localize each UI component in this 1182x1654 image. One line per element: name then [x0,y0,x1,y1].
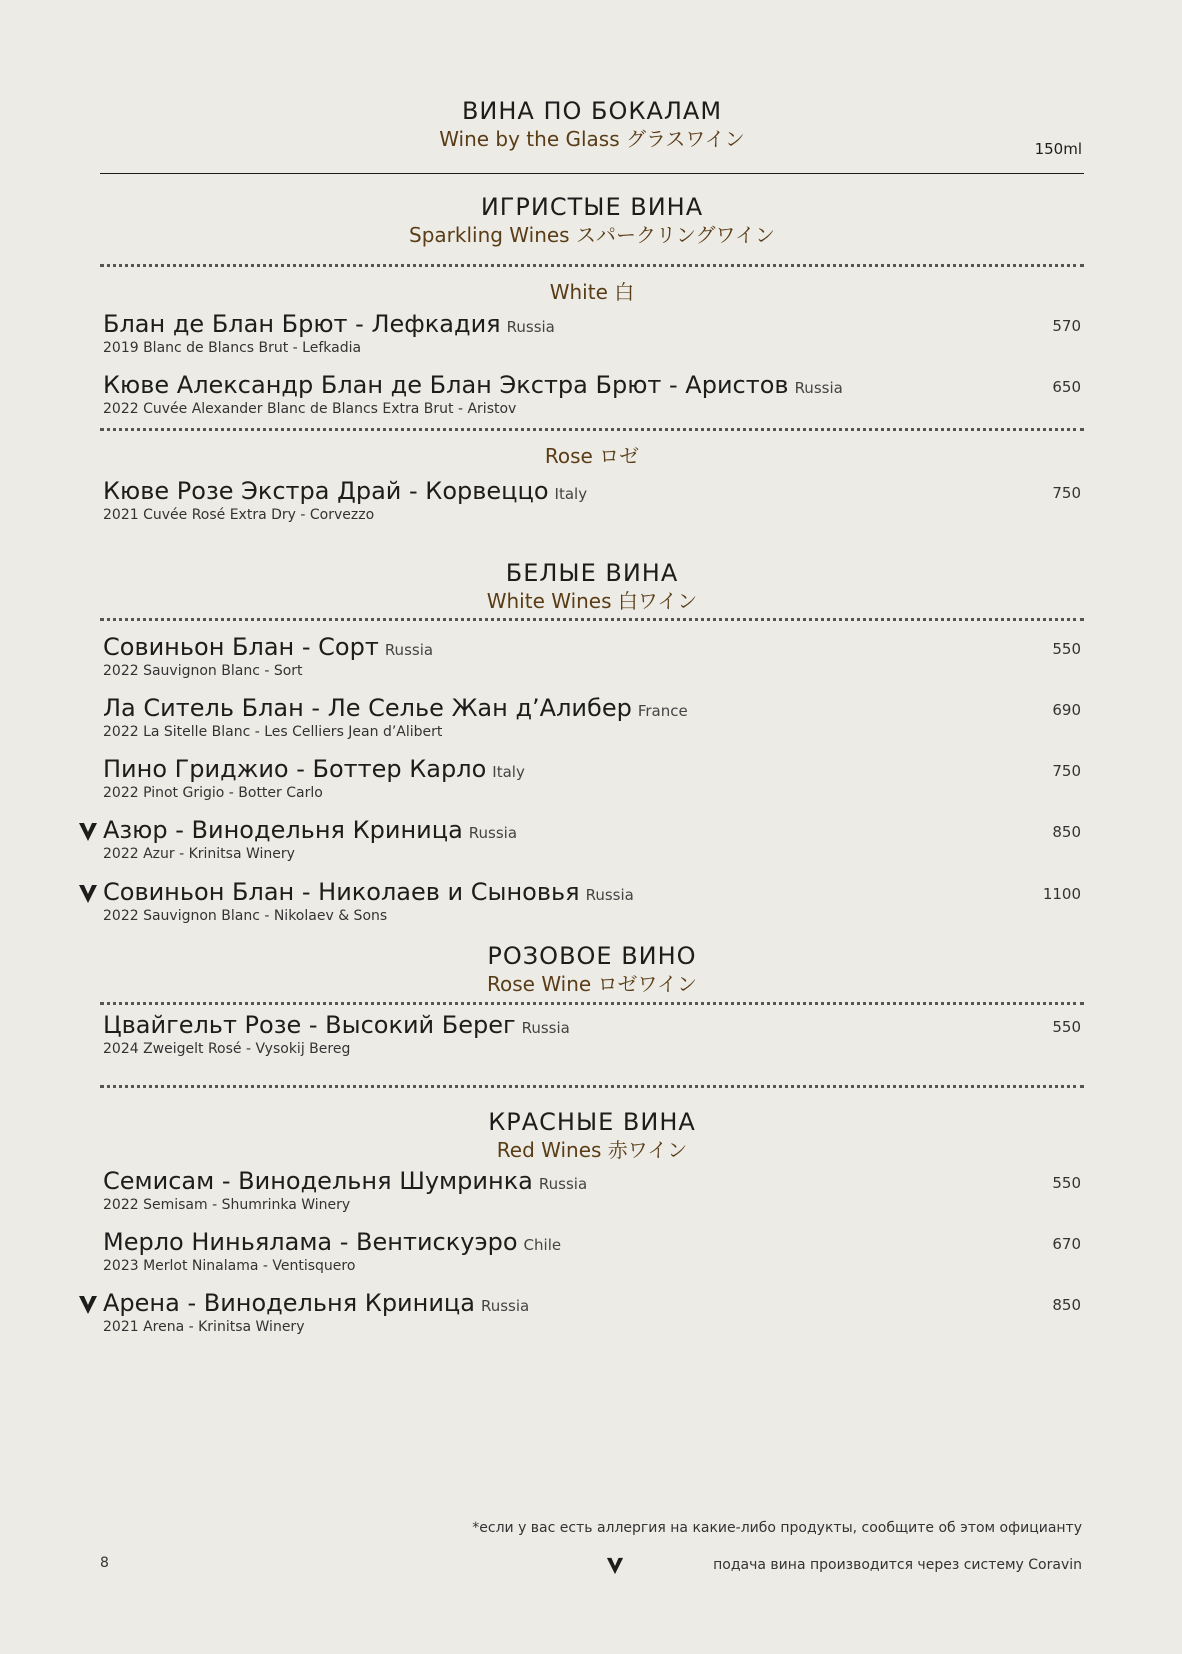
wine-vintage: 2022 Azur - Krinitsa Winery [103,846,295,862]
wine-vintage: 2021 Arena - Krinitsa Winery [103,1319,305,1335]
wine-name-line [103,815,517,848]
dotted-divider [100,264,1084,267]
wine-name-line [103,1010,570,1043]
section-red-header [100,1107,1084,1163]
wine-item [100,309,1084,359]
wine-country: Russia [468,824,518,842]
wine-country: Russia [384,641,434,659]
wine-name-line [103,1166,587,1199]
wine-vintage: 2024 Zweigelt Rosé - Vysokij Bereg [103,1041,351,1057]
wine-price: 570 [1052,317,1081,335]
dotted-divider [100,1002,1084,1005]
wine-name-line [103,1288,529,1321]
wine-price: 670 [1052,1235,1081,1253]
wine-price: 690 [1052,701,1081,719]
wine-name: Азюр - Винодельня Криница [103,816,463,844]
wine-name: Семисам - Винодельня Шумринка [103,1167,533,1195]
wine-vintage: 2021 Cuvée Rosé Extra Dry - Corvezzo [103,507,375,523]
coravin-v-icon [78,883,98,905]
section-rose-header [100,941,1084,997]
page-header [100,96,1084,152]
wine-name: Совиньон Блан - Сорт [103,633,379,661]
wine-country: Chile [523,1236,562,1254]
wine-item [100,476,1084,526]
page-subtitle: Wine by the Glass グラスワイン [439,127,745,151]
page-number: 8 [100,1555,109,1571]
wine-name: Мерло Ниньялама - Вентискуэро [103,1228,518,1256]
wine-price: 750 [1052,762,1081,780]
wine-name-line [103,877,634,910]
section-title: БЕЛЫЕ ВИНА [505,559,679,587]
wine-name: Совиньон Блан - Николаев и Сыновья [103,878,580,906]
section-title: РОЗОВОЕ ВИНО [487,942,697,970]
wine-country: Russia [521,1019,570,1037]
volume-label: 150ml [1034,140,1082,158]
wine-vintage: 2022 Sauvignon Blanc - Sort [103,663,303,679]
wine-name: Арена - Винодельня Криница [103,1289,475,1317]
wine-item [100,370,1084,420]
wine-name: Блан де Блан Брют - Лефкадия [103,310,501,338]
wine-name-line [103,309,555,342]
wine-vintage: 2022 Semisam - Shumrinka Winery [103,1197,351,1213]
wine-name: Пино Гриджио - Боттер Карло [103,755,487,783]
wine-item [100,632,1084,682]
wine-vintage: 2023 Merlot Ninalama - Ventisquero [103,1258,356,1274]
wine-price: 650 [1052,378,1081,396]
coravin-v-icon [78,821,98,843]
section-title: ИГРИСТЫЕ ВИНА [480,193,704,221]
wine-country: Russia [538,1175,588,1193]
wine-vintage: 2019 Blanc de Blancs Brut - Lefkadia [103,340,362,356]
wine-vintage: 2022 Cuvée Alexander Blanc de Blancs Extra Brut - Aristov [103,401,517,417]
wine-country: France [637,702,688,720]
coravin-note: подача вина производится через систему Coravin [713,1557,1082,1573]
wine-name: Кюве Розе Экстра Драй - Корвеццо [103,477,549,505]
wine-name-line [103,632,433,665]
wine-item [100,1227,1084,1277]
wine-item [100,815,1084,865]
wine-item [100,754,1084,804]
allergy-note: *если у вас есть аллергия на какие-либо продукты, сообщите об этом официанту [472,1520,1082,1536]
wine-item [100,1288,1084,1338]
wine-country: Russia [794,379,843,397]
wine-country: Russia [585,886,634,904]
wine-item [100,1010,1084,1060]
wine-vintage: 2022 La Sitelle Blanc - Les Celliers Jean d’Alibert [103,724,443,740]
wine-name-line [103,370,843,403]
wine-price: 550 [1052,1018,1081,1036]
dotted-divider [100,1085,1084,1088]
section-title: КРАСНЫЕ ВИНА [488,1108,696,1136]
wine-name: Кюве Александр Блан де Блан Экстра Брют - Аристов [103,371,789,399]
wine-price: 550 [1052,640,1081,658]
wine-price: 750 [1052,484,1081,502]
wine-name-line [103,476,587,509]
dotted-divider [100,618,1084,621]
section-white-header [100,558,1084,614]
wine-country: Italy [492,763,525,781]
section-subtitle: Sparkling Wines スパークリングワイン [409,223,775,247]
section-subtitle: White Wines 白ワイン [486,589,698,613]
coravin-v-icon [78,1294,98,1316]
section-sparkling-header [100,192,1084,248]
page-title: ВИНА ПО БОКАЛАМ [461,97,723,125]
wine-vintage: 2022 Sauvignon Blanc - Nikolaev & Sons [103,908,388,924]
wine-country: Russia [480,1297,530,1315]
wine-price: 850 [1052,823,1081,841]
coravin-v-icon [606,1556,624,1576]
wine-item [100,877,1084,927]
wine-vintage: 2022 Pinot Grigio - Botter Carlo [103,785,323,801]
section-subtitle: Red Wines 赤ワイン [496,1138,688,1162]
wine-price: 550 [1052,1174,1081,1192]
wine-name-line [103,754,525,787]
wine-price: 1100 [1042,885,1081,903]
wine-name-line [103,1227,561,1260]
section-subtitle: Rose Wine ロゼワイン [487,972,697,996]
wine-item [100,693,1084,743]
dotted-divider [100,428,1084,431]
wine-name: Ла Ситель Блан - Ле Селье Жан д’Алибер [103,694,632,722]
wine-name: Цвайгельт Розе - Высокий Берег [103,1011,516,1039]
wine-name-line [103,693,688,726]
header-divider [100,173,1084,174]
wine-country: Russia [506,318,555,336]
wine-price: 850 [1052,1296,1081,1314]
wine-item [100,1166,1084,1216]
subsection-white: White 白 [549,280,635,304]
wine-country: Italy [554,485,588,503]
subsection-rose: Rose ロゼ [544,444,640,468]
